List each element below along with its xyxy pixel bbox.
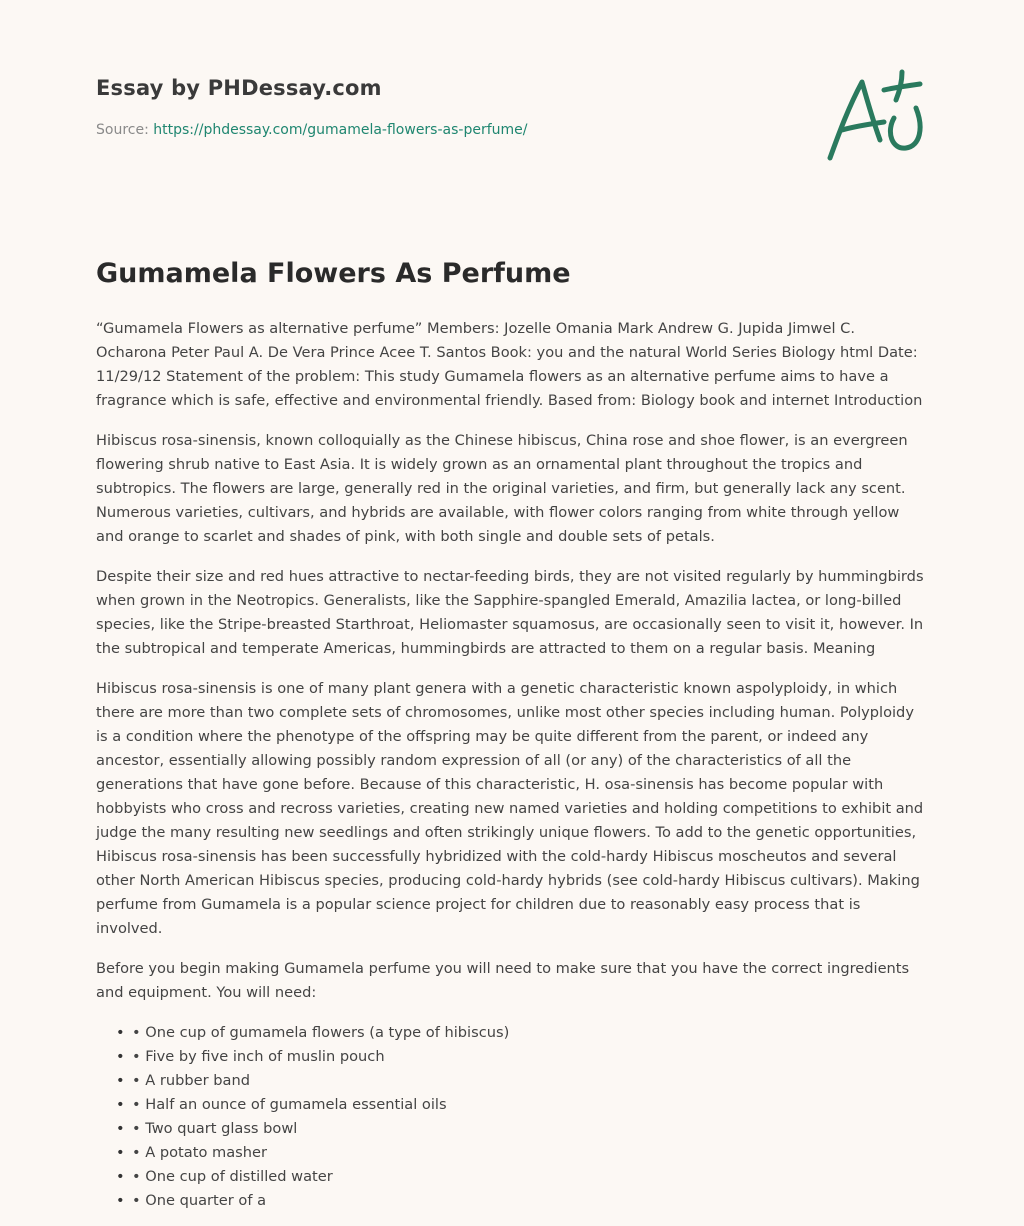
essay-paragraph: “Gumamela Flowers as alternative perfume” Members: Jozelle Omania Mark Andrew G. Jupida Jimwel C. Ocharona Peter Paul A. De Vera Prince Acee T. Santos Book: you and the natural World Series Biology html Date: 11/29/12 Statement of the problem: This study Gumamela flowers as an alternative perfume aims to have a fragrance which is safe, effective and environmental friendly. Based from: Biology book and internet Introduction <box>96 320 923 409</box>
list-item-text: • One quarter of a <box>132 1192 267 1209</box>
list-item-text: • A potato masher <box>132 1144 268 1161</box>
page-header <box>96 76 796 138</box>
essay-paragraph: Before you begin making Gumamela perfume you will need to make sure that you have the correct ingredients and equipment. You will need: <box>96 960 910 1001</box>
site-title: Essay by PHDessay.com <box>96 76 382 100</box>
list-item <box>116 1165 928 1189</box>
list-item <box>116 1189 928 1213</box>
bullet-icon: • <box>116 1096 125 1113</box>
bullet-icon: • <box>116 1192 125 1209</box>
a-plus-logo-icon <box>820 66 930 166</box>
source-label: Source: <box>96 122 149 138</box>
bullet-icon: • <box>116 1024 125 1041</box>
bullet-icon: • <box>116 1072 125 1089</box>
list-item-text: • Half an ounce of gumamela essential oils <box>132 1096 447 1113</box>
essay-paragraph: Hibiscus rosa-sinensis is one of many plant genera with a genetic characteristic known aspolyploidy, in which there are more than two complete sets of chromosomes, unlike most other species including human. Polyploidy is a condition where the phenotype of the offspring may be quite different from the parent, or indeed any ancestor, essentially allowing possibly random expression of all (or any) of the characteristics of all the generations that have gone before. Because of this characteristic, H. osa-sinensis has become popular with hobbyists who cross and recross varieties, creating new named varieties and holding competitions to exhibit and judge the many resulting new seedlings and often strikingly unique flowers. To add to the genetic opportunities, Hibiscus rosa-sinensis has been successfully hybridized with the cold-hardy Hibiscus moscheutos and several other North American Hibiscus species, producing cold-hardy hybrids (see cold-hardy Hibiscus cultivars). Making perfume from Gumamela is a popular science project for children due to reasonably easy process that is involved. <box>96 680 924 937</box>
essay-paragraph: Despite their size and red hues attractive to nectar-feeding birds, they are not visited regularly by hummingbirds when grown in the Neotropics. Generalists, like the Sapphire-spangled Emerald, Amazilia lactea, or long-billed species, like the Stripe-breasted Starthroat, Heliomaster squamosus, are occasionally seen to visit it, however. In the subtropical and temperate Americas, hummingbirds are attracted to them on a regular basis. Meaning <box>96 568 924 657</box>
list-item <box>116 1069 928 1093</box>
bullet-icon: • <box>116 1120 125 1137</box>
bullet-icon: • <box>116 1144 125 1161</box>
source-link[interactable]: https://phdessay.com/gumamela-flowers-as-perfume/ <box>153 122 528 138</box>
list-item-text: • Five by five inch of muslin pouch <box>132 1048 385 1065</box>
list-item-text: • Two quart glass bowl <box>132 1120 298 1137</box>
list-item <box>116 1117 928 1141</box>
bullet-icon: • <box>116 1168 125 1185</box>
source-line <box>96 122 796 138</box>
bullet-icon: • <box>116 1048 125 1065</box>
essay-paragraph: Hibiscus rosa-sinensis, known colloquially as the Chinese hibiscus, China rose and shoe flower, is an evergreen flowering shrub native to East Asia. It is widely grown as an ornamental plant throughout the tropics and subtropics. The flowers are large, generally red in the original varieties, and firm, but generally lack any scent. Numerous varieties, cultivars, and hybrids are available, with flower colors ranging from white through yellow and orange to scarlet and shades of pink, with both single and double sets of petals. <box>96 432 908 545</box>
list-item <box>116 1141 928 1165</box>
list-item-text: • A rubber band <box>132 1072 250 1089</box>
ingredient-list <box>96 1021 928 1213</box>
essay-content <box>96 258 928 1213</box>
essay-title: Gumamela Flowers As Perfume <box>96 258 571 289</box>
a-plus-logo <box>820 66 930 166</box>
list-item <box>116 1045 928 1069</box>
list-item <box>116 1093 928 1117</box>
list-item <box>116 1021 928 1045</box>
list-item-text: • One cup of gumamela flowers (a type of hibiscus) <box>132 1024 510 1041</box>
list-item-text: • One cup of distilled water <box>132 1168 333 1185</box>
